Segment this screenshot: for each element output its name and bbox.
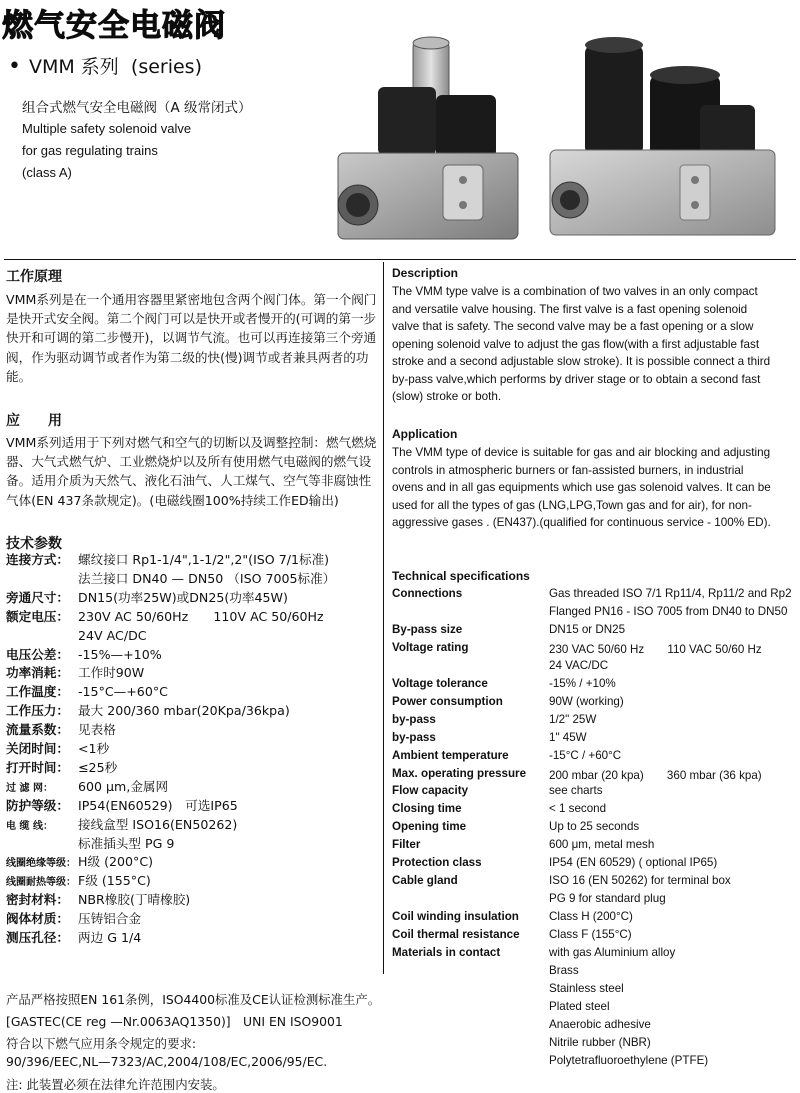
cn-spec-key: 防护等级： [6, 797, 69, 813]
cn-spec-key: 密封材料： [6, 892, 69, 908]
cn-spec-key: 打开时间： [6, 759, 69, 775]
en-spec-key: Filter [392, 838, 421, 852]
subtitle-en-line: (class A) [22, 165, 72, 180]
en-application-heading: Application [392, 427, 458, 441]
en-spec-value: IP54 (EN 60529) ( optional IP65) [549, 856, 718, 870]
en-spec-key: Power consumption [392, 694, 503, 708]
cn-spec-value: 螺纹接口 Rp1-1/4",1-1/2",2"(ISO 7/1标准) [78, 552, 330, 567]
cn-spec-value: 230V AC 50/60Hz 110V AC 50/60Hz [78, 608, 324, 624]
series-heading [8, 52, 202, 79]
en-spec-key: Max. operating pressure [392, 766, 527, 780]
cn-spec-row [6, 740, 109, 759]
en-tech-heading: Technical specifications [392, 569, 530, 583]
cn-footer-line: [GASTEC(CE reg —Nr.0063AQ1350)] UNI EN ISO9001 [6, 1014, 343, 1029]
cn-spec-value: 最大 200/360 mbar(20Kpa/36kpa) [78, 703, 290, 719]
en-spec-key: Voltage rating [392, 640, 469, 654]
cn-spec-value: <1秒 [78, 741, 110, 756]
cn-spec-key: 阀体材质： [6, 911, 69, 927]
en-spec-key: Connections [392, 587, 463, 600]
series-suffix: (series) [130, 56, 202, 78]
cn-spec-key: 工作温度： [6, 684, 69, 700]
cn-spec-value: ≤25秒 [78, 759, 118, 775]
en-spec-key: by-pass [392, 730, 436, 744]
en-spec-value: 200 mbar (20 kpa) 360 mbar (36 kpa) [549, 768, 762, 782]
en-spec-value: ISO 16 (EN 50262) for terminal box [549, 874, 731, 888]
cn-spec-value: 600 μm,金属网 [78, 778, 169, 794]
cn-spec-key: 旁通尺寸： [6, 589, 69, 605]
cn-principle-heading: 工作原理 [6, 269, 62, 285]
en-spec-value: Class H (200°C) [549, 910, 633, 924]
subtitle-cn: 组合式燃气安全电磁阀（A 级常闭式） [22, 100, 252, 116]
series-name: VMM 系列 [28, 56, 119, 78]
bullet-icon: • [8, 54, 21, 79]
cn-spec-value: 压铸铝合金 [78, 911, 141, 927]
en-spec-key: Cable gland [392, 874, 458, 888]
cn-spec-row [6, 551, 329, 570]
cn-spec-row [6, 835, 174, 854]
cn-spec-row [6, 910, 141, 929]
cn-spec-row [6, 853, 153, 874]
en-description-text: The VMM type valve is a combination of two valves in an only compact and versatile valve housing. The first valve is a fast opening solenoid valve that is safety. The second valve may be a fast opening or a slow opening solenoid valve to adjust the gas flow(with a first adjustable fast stroke and a second adjustable slow stroke). It is possible connect a third by-pass valve,which performs by driver stage or to obtain a second fast (slow) stroke or both. [392, 285, 771, 403]
subtitle-en-line: Multiple safety solenoid valve [22, 121, 192, 136]
en-spec-key: By-pass size [392, 622, 463, 636]
cn-application-heading: 应 用 [6, 413, 62, 429]
en-spec-value: Nitrile rubber (NBR) [549, 1035, 651, 1049]
cn-spec-value: 24V AC/DC [78, 627, 147, 643]
cn-spec-row [6, 589, 288, 608]
en-spec-key: by-pass [392, 712, 436, 726]
cn-spec-key: 线圈绝缘等级： [6, 858, 76, 870]
cn-spec-row [6, 721, 116, 740]
en-spec-value: PG 9 for standard plug [549, 892, 666, 906]
en-spec-key: Coil winding insulation [392, 910, 519, 924]
en-spec-value: 230 VAC 50/60 Hz 110 VAC 50/60 Hz [549, 642, 762, 656]
en-spec-key: Protection class [392, 856, 482, 870]
en-spec-key: Materials in contact [392, 946, 501, 959]
cn-footer-line: 注: 此装置必须在法律允许范围内安装。 [6, 1077, 225, 1092]
cn-spec-key: 功率消耗： [6, 665, 69, 681]
cn-spec-row [6, 683, 168, 702]
column-divider [383, 262, 384, 974]
cn-spec-key: 工作压力： [6, 703, 69, 719]
en-spec-key: Opening time [392, 820, 467, 834]
cn-spec-key: 额定电压： [6, 608, 69, 624]
product-photo-valve-1 [318, 25, 528, 250]
en-spec-value: Up to 25 seconds [549, 820, 640, 834]
cn-spec-row [6, 646, 162, 665]
en-spec-key: Voltage tolerance [392, 676, 488, 690]
cn-spec-value: -15°C—+60°C [78, 684, 168, 700]
cn-spec-key: 电 缆 线： [6, 820, 53, 832]
cn-spec-row [6, 702, 290, 721]
en-spec-value: Brass [549, 963, 579, 977]
cn-footer-line: 90/396/EEC,NL—7323/AC,2004/108/EC,2006/95/EC. [6, 1054, 328, 1069]
en-spec-value: 90W (working) [549, 694, 624, 708]
en-spec-value: 24 VAC/DC [549, 658, 609, 672]
cn-spec-row [6, 891, 190, 910]
cn-spec-value: 工作时90W [78, 665, 145, 681]
subtitle-en-line: for gas regulating trains [22, 143, 158, 158]
en-spec-value: Plated steel [549, 999, 610, 1013]
cn-spec-row [6, 778, 168, 799]
cn-spec-row [6, 627, 147, 646]
cn-spec-value: NBR橡胶(丁晴橡胶) [78, 892, 191, 908]
cn-spec-key: 关闭时间： [6, 741, 69, 756]
en-spec-value: DN15 or DN25 [549, 622, 626, 636]
cn-footer-line: 符合以下燃气应用条令规定的要求: [6, 1036, 197, 1051]
en-spec-value: 600 μm, metal mesh [549, 838, 655, 852]
en-spec-value: Anaerobic adhesive [549, 1017, 651, 1031]
en-spec-value: < 1 second [549, 802, 607, 816]
cn-spec-value: 接线盒型 ISO16(EN50262) [78, 816, 238, 832]
cn-spec-key: 连接方式： [6, 552, 69, 567]
en-spec-key: Ambient temperature [392, 748, 509, 762]
cn-spec-row [6, 664, 144, 683]
cn-spec-key: 流量系数： [6, 722, 69, 738]
cn-spec-row [6, 816, 237, 837]
cn-application-text: VMM系列适用于下列对燃气和空气的切断以及调整控制：燃气燃烧器、大气式燃气炉、工业燃烧炉以及所有使用燃气电磁阀的燃气设备。适用介质为天然气、液化石油气、人工煤气、空气等非腐蚀性气体(EN 437条款规定)。(电磁线圈100%持续工作ED输出) [6, 435, 377, 508]
cn-spec-row [6, 570, 335, 589]
cn-spec-value: 法兰接口 DN40 — DN50 （ISO 7005标准） [78, 570, 336, 586]
cn-spec-value: DN15(功率25W)或DN25(功率45W) [78, 589, 288, 605]
en-spec-value: Gas threaded ISO 7/1 Rp11/4, Rp11/2 and Rp2 [549, 587, 792, 600]
cn-spec-value: -15%—+10% [78, 646, 162, 662]
en-spec-key: Flow capacity [392, 784, 469, 798]
en-spec-value: Class F (155°C) [549, 928, 632, 942]
en-spec-value: Flanged PN16 - ISO 7005 from DN40 to DN50 [549, 604, 788, 618]
cn-spec-row [6, 759, 117, 778]
cn-spec-key: 过 滤 网： [6, 782, 53, 794]
cn-spec-row [6, 929, 141, 948]
cn-spec-value: 两边 G 1/4 [78, 930, 142, 945]
cn-spec-key: 电压公差： [6, 646, 69, 662]
en-spec-value: with gas Aluminium alloy [549, 946, 676, 959]
en-spec-value: see charts [549, 784, 603, 798]
cn-spec-row [6, 608, 324, 627]
en-spec-value: Stainless steel [549, 981, 624, 995]
en-spec-value: 1/2" 25W [549, 712, 597, 726]
cn-spec-row [6, 797, 238, 816]
cn-spec-key: 测压孔径： [6, 930, 69, 945]
en-spec-value: -15% / +10% [549, 676, 616, 690]
page-title: 燃气安全电磁阀 [2, 8, 226, 44]
en-spec-key: Coil thermal resistance [392, 928, 520, 942]
cn-spec-value: H级 (200°C) [78, 854, 154, 870]
product-photo-valve-2 [540, 35, 790, 250]
en-spec-value: Polytetrafluoroethylene (PTFE) [549, 1053, 709, 1067]
cn-footer-line: 产品严格按照EN 161条例，ISO4400标准及CE认证检测标准生产。 [6, 992, 381, 1007]
cn-spec-value: F级 (155°C) [78, 873, 151, 889]
en-spec-key: Closing time [392, 802, 462, 816]
cn-spec-value: 标准插头型 PG 9 [78, 835, 175, 851]
cn-spec-key: 线圈耐热等级： [6, 877, 76, 889]
en-spec-value: 1" 45W [549, 730, 587, 744]
cn-principle-text: VMM系列是在一个通用容器里紧密地包含两个阀门体。第一个阀门是快开式安全阀。第二个阀门可以是快开或者慢开的(可调的第一步快开和可调的第二步慢开)，以调节气流。也可以再连接第三个旁通阀，作为驱动调节或者作为第二级的快(慢)调节或者兼具两者的功能。 [6, 292, 377, 384]
cn-spec-row [6, 872, 151, 893]
cn-spec-value: 见表格 [78, 722, 116, 738]
en-spec-value: -15°C / +60°C [549, 748, 622, 762]
cn-tech-heading: 技术参数 [6, 536, 62, 552]
cn-spec-value: IP54(EN60529) 可选IP65 [78, 797, 238, 813]
en-description-heading: Description [392, 266, 459, 280]
horizontal-divider [4, 259, 796, 260]
en-application-text: The VMM type of device is suitable for gas and air blocking and adjusting controls in atmospheric burners or fan-assisted burners, in industrial ovens and in all gas equipments which use gas solenoid valves. It can be used for all the types of gas (LNG,LPG,Town gas and for air), for non-aggressive gases . (EN437).(qualified for continuous service - 100% ED). [392, 446, 771, 529]
